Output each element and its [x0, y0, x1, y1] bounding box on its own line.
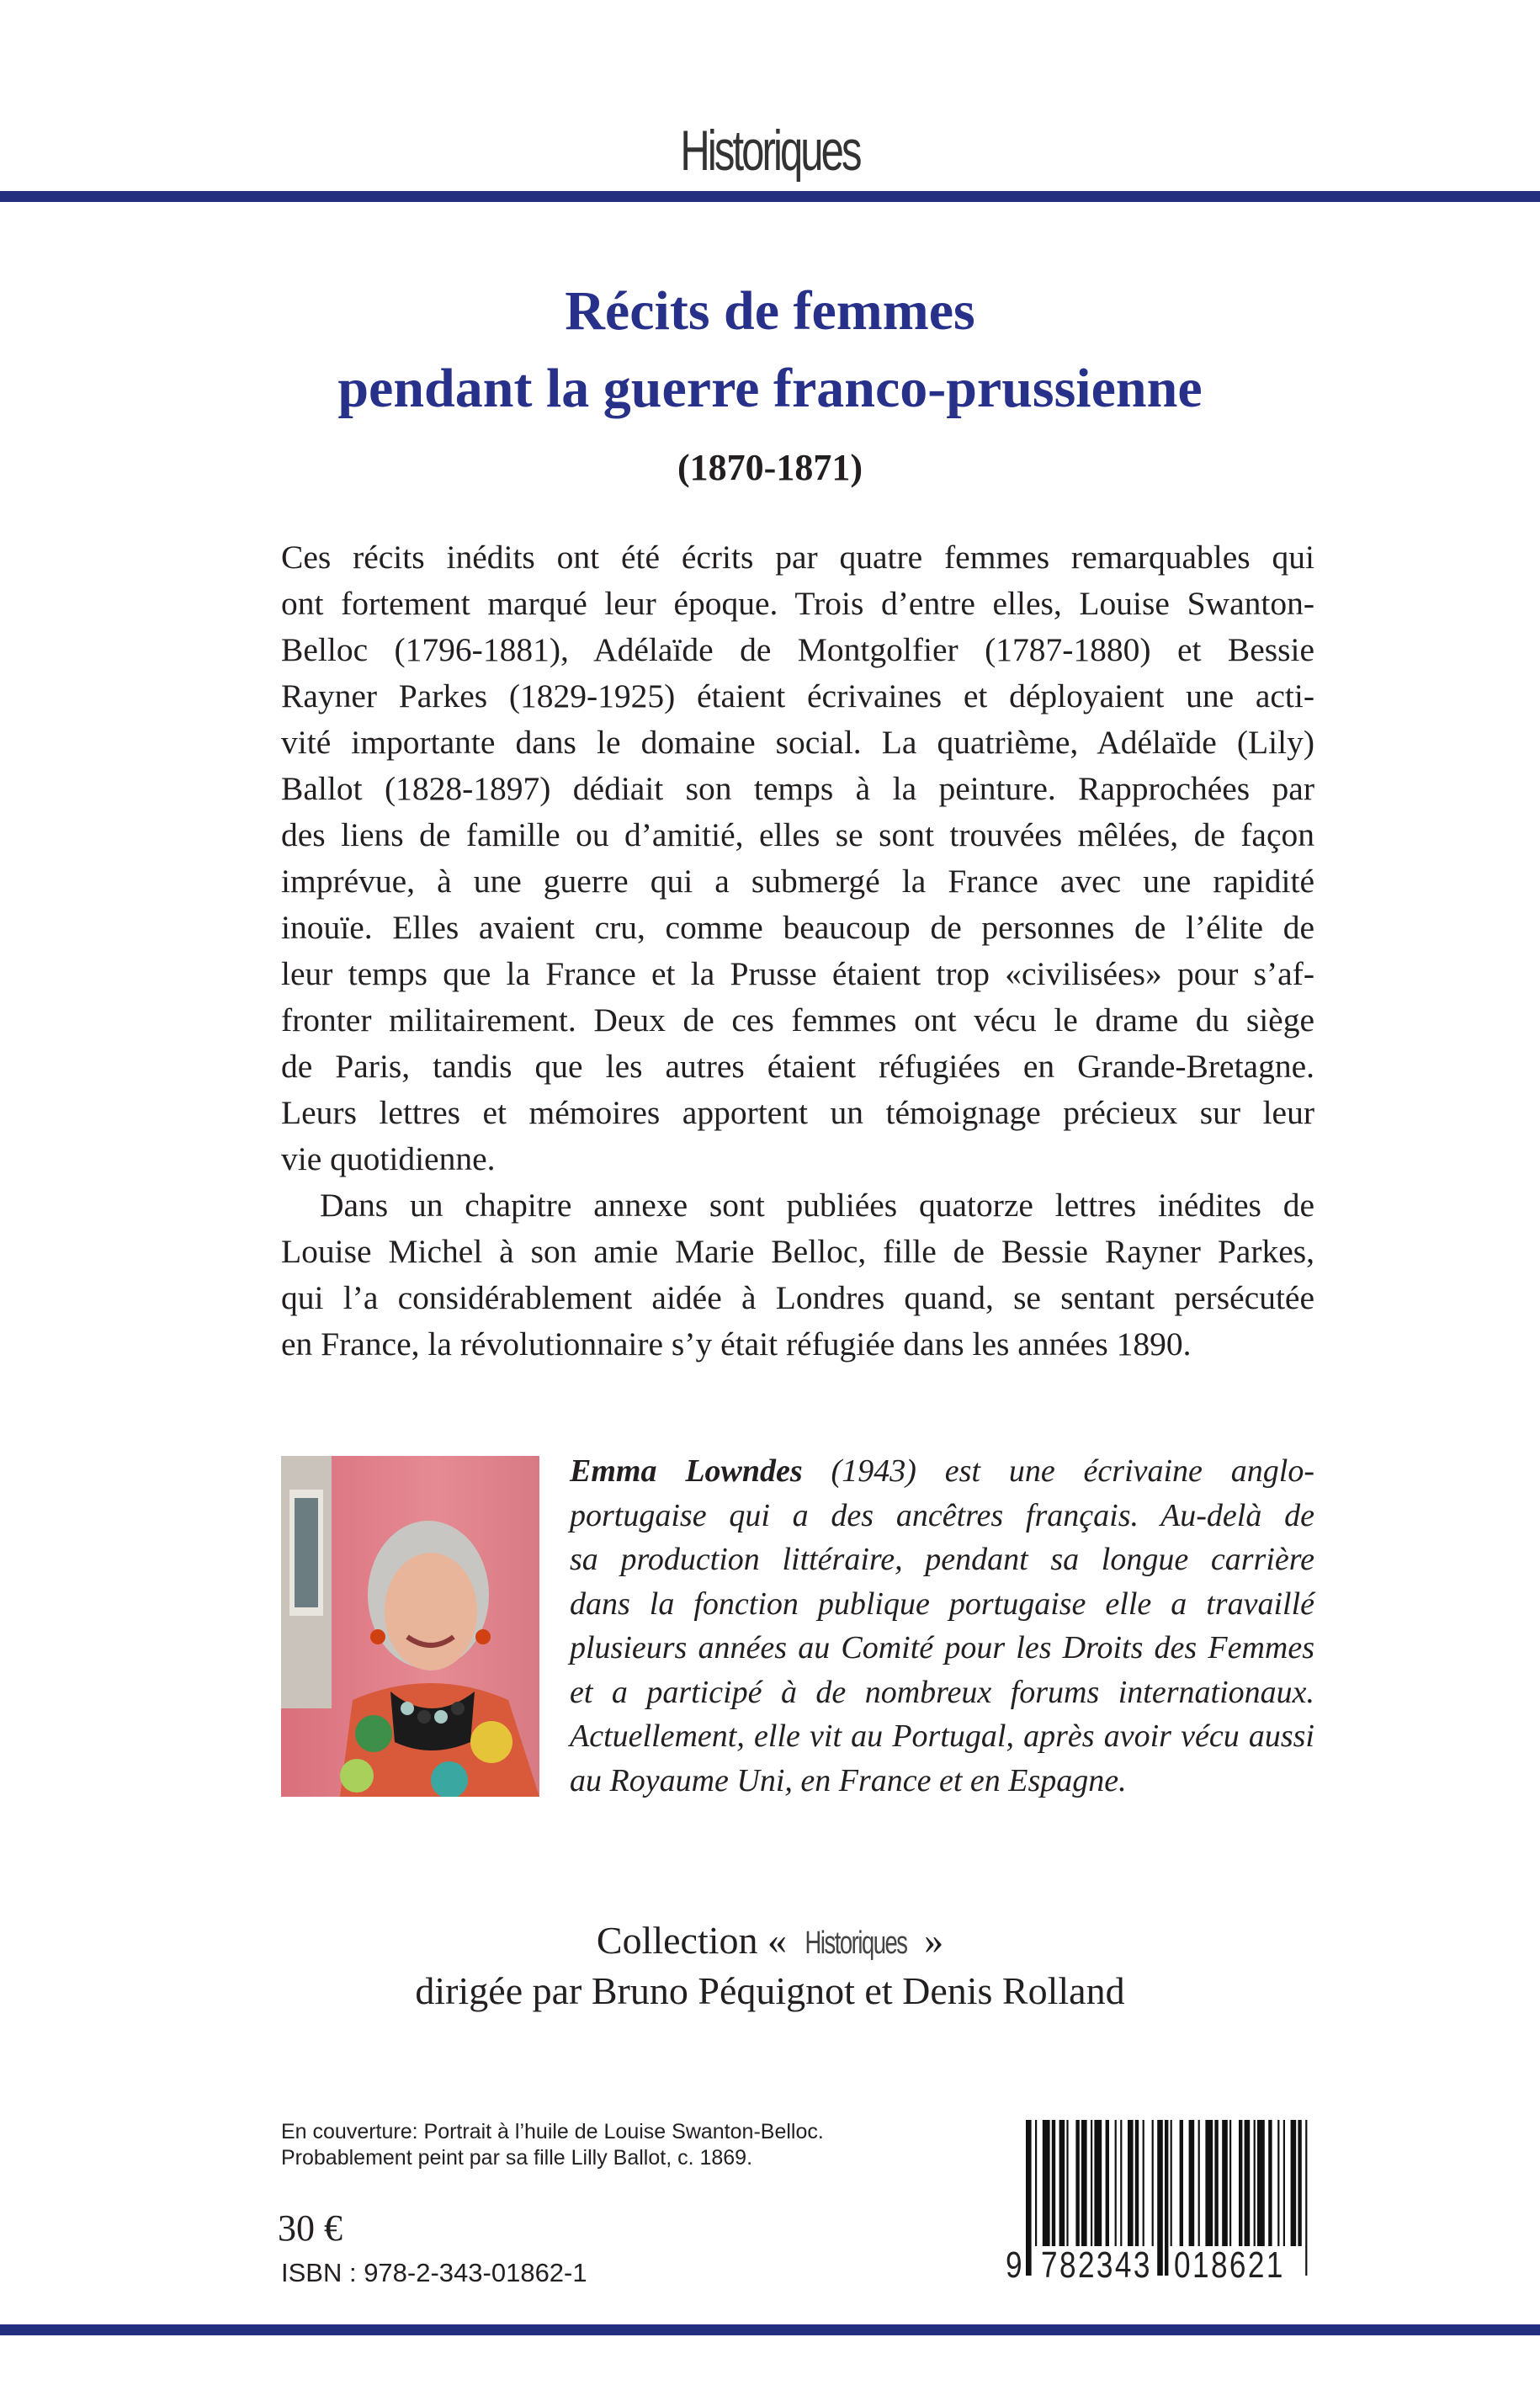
text-line: vité importante dans le domaine social. La quatrième, Adélaïde (Lily): [281, 724, 1314, 761]
text-line: portugaise qui a des ancêtres français. Au-delà de: [570, 1497, 1314, 1533]
text-line: Ces récits inédits ont été écrits par quatre femmes remarquables qui: [281, 539, 1314, 576]
text-line: fronter militairement. Deux de ces femmes ont vécu le drame du siège: [281, 1001, 1314, 1038]
barcode-bar: [1106, 2120, 1109, 2246]
collection-directors: dirigée par Bruno Péquignot et Denis Rolland: [415, 1969, 1125, 2012]
book-title-line2: pendant la guerre franco-prussienne: [337, 358, 1203, 419]
barcode-bar: [1157, 2120, 1163, 2276]
barcode-bar: [1214, 2120, 1218, 2246]
barcode-bar: [1171, 2120, 1172, 2246]
barcode-bar: [1180, 2120, 1183, 2246]
text-line: Ballot (1828-1897) dédiait son temps à la peinture. Rapprochées par: [281, 770, 1314, 807]
barcode-bar: [1143, 2120, 1144, 2246]
text-line: leur temps que la France et la Prusse étaient trop «civilisées» pour s’af-: [281, 955, 1314, 992]
text-line: vie quotidienne.: [281, 1140, 496, 1177]
text-line: Actuellement, elle vit au Portugal, après avoir vécu aussi: [570, 1718, 1314, 1754]
barcode-bar: [1066, 2120, 1068, 2246]
summary-paragraph-2: [281, 1182, 1314, 1368]
barcode-bar: [1052, 2120, 1055, 2246]
book-title-line1: Récits de femmes: [565, 280, 975, 342]
cover-credit-line1: En couverture: Portrait à l’huile de Louise Swanton-Belloc.: [281, 2120, 824, 2143]
barcode-bar: [1135, 2120, 1139, 2246]
text-line: sa production littéraire, pendant sa longue carrière: [570, 1542, 1314, 1577]
barcode-bar: [1059, 2120, 1065, 2246]
barcode-bar: [1075, 2120, 1079, 2246]
barcode-bar: [1305, 2120, 1307, 2276]
barcode-bar: [1222, 2120, 1228, 2246]
cover-credit-line2: Probablement peint par sa fille Lilly Ballot, c. 1869.: [281, 2146, 753, 2170]
isbn: ISBN : 978-2-343-01862-1: [281, 2258, 587, 2287]
barcode-bar: [1026, 2120, 1032, 2276]
summary-paragraph-1: [281, 534, 1314, 1182]
barcode-bar: [1245, 2120, 1251, 2246]
barcode-bar: [1128, 2120, 1134, 2246]
barcode-bar: [1205, 2120, 1213, 2246]
text-line: plusieurs années au Comité pour les Droits des Femmes: [570, 1630, 1314, 1665]
barcode-bar: [1254, 2120, 1256, 2246]
collection-prefix: Collection «: [596, 1919, 788, 1962]
text-line: inouïe. Elles avaient cru, comme beaucoup de personnes de l’élite de: [281, 909, 1314, 946]
barcode-bar: [1283, 2120, 1285, 2246]
barcode-bar: [1277, 2120, 1279, 2246]
barcode-bar: [1189, 2120, 1195, 2246]
text-line: qui l’a considérablement aidée à Londres quand, se sentant persécutée: [281, 1279, 1314, 1316]
collection-suffix: »: [924, 1919, 944, 1962]
barcode-bar: [1091, 2120, 1092, 2246]
barcode-bar: [1257, 2120, 1265, 2246]
author-bio: [570, 1449, 1314, 1803]
text-line: et a participé à de nombreux forums internationaux.: [570, 1674, 1314, 1710]
barcode-bar: [1081, 2120, 1087, 2246]
barcode-bar: [1152, 2120, 1154, 2246]
barcode-bar: [1229, 2120, 1231, 2246]
text-line: de Paris, tandis que les autres étaient réfugiées en Grande-Bretagne.: [281, 1048, 1314, 1085]
text-line: Dans un chapitre annexe sont publiées quatorze lettres inédites de: [320, 1187, 1314, 1224]
text-line: des liens de famille ou d’amitié, elles se sont trouvées mêlées, de façon: [281, 816, 1314, 853]
barcode-bar: [1115, 2120, 1117, 2246]
author-photo: [281, 1456, 539, 1797]
text-line: imprévue, à une guerre qui a submergé la France avec une rapidité: [281, 863, 1314, 900]
cover-credit: [281, 2119, 824, 2171]
text-line: ont fortement marqué leur époque. Trois d’entre elles, Louise Swanton-: [281, 585, 1314, 622]
collection-logo-inline: Historiques: [805, 1926, 907, 1961]
barcode-first-digit: 9: [1006, 2244, 1022, 2286]
text-line: Belloc (1796-1881), Adélaïde de Montgolfier (1787-1880) et Bessie: [281, 631, 1314, 668]
text-line: Leurs lettres et mémoires apportent un témoignage précieux sur leur: [281, 1094, 1314, 1131]
barcode-bar: [1165, 2120, 1168, 2276]
barcode-bar: [1291, 2120, 1297, 2246]
bottom-rule: [0, 2324, 1540, 2335]
barcode-bar: [1268, 2120, 1272, 2246]
summary-text: [281, 534, 1314, 1368]
text-line: au Royaume Uni, en France et en Espagne.: [570, 1762, 1127, 1798]
barcode-bar: [1298, 2120, 1301, 2246]
barcode-bar: [1120, 2120, 1122, 2246]
book-years: (1870-1871): [677, 447, 863, 488]
author-portrait-image: [281, 1456, 539, 1797]
text-line: Rayner Parkes (1829-1925) étaient écrivaines et déployaient une acti-: [281, 677, 1314, 714]
price: 30 €: [278, 2207, 343, 2249]
barcode-group1: 782343: [1041, 2244, 1152, 2286]
author-name: Emma Lowndes: [570, 1453, 803, 1489]
barcode-bar: [1035, 2120, 1037, 2246]
collection-line: [0, 1915, 1540, 1968]
author-bio-line: (1943) est une écrivaine anglo-: [802, 1453, 1315, 1489]
top-rule: [0, 191, 1540, 202]
barcode-bar: [1198, 2120, 1200, 2246]
collection-logo: Historiques: [680, 119, 860, 183]
barcode-bar: [1239, 2120, 1242, 2246]
barcode: [1007, 2120, 1314, 2288]
text-line: dans la fonction publique portugaise elle a travaillé: [570, 1586, 1314, 1622]
text-line: en France, la révolutionnaire s’y était réfugiée dans les années 1890.: [281, 1325, 1192, 1362]
barcode-group2: 018621: [1174, 2244, 1285, 2286]
barcode-bar: [1043, 2120, 1050, 2246]
text-line: Louise Michel à son amie Marie Belloc, fille de Bessie Rayner Parkes,: [281, 1233, 1314, 1270]
barcode-bar: [1094, 2120, 1102, 2246]
